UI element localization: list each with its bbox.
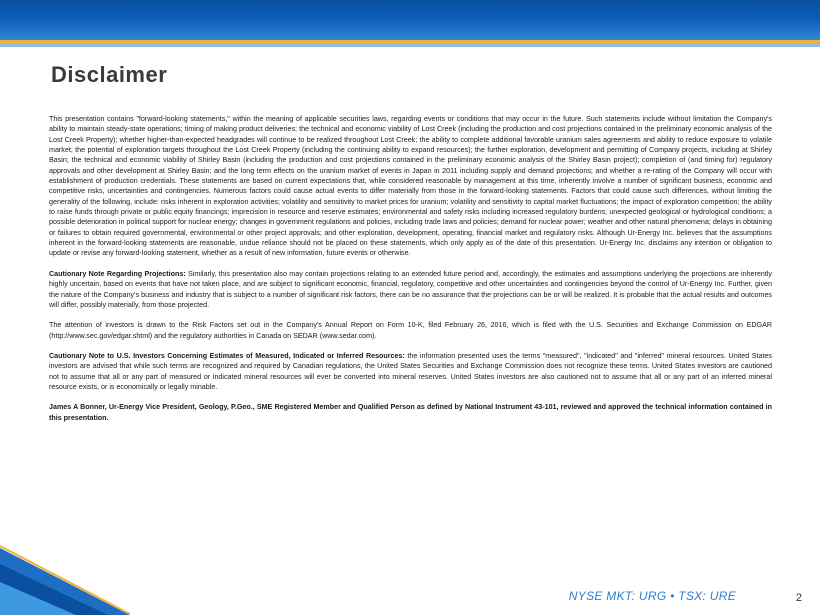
page-title: Disclaimer xyxy=(51,62,168,87)
header-band xyxy=(0,0,820,40)
paragraph-qualified-person: James A Bonner, Ur-Energy Vice President, Geology, P.Geo., SME Registered Member and Qualified Person as defined by National Instrument 43-101, reviewed and approved the technical information contained in this presentation. xyxy=(49,403,772,422)
page-number: 2 xyxy=(795,592,802,604)
ticker-footer: NYSE MKT: URG • TSX: URE xyxy=(568,589,736,603)
header-stripe-light xyxy=(0,44,820,47)
us-investors-body: the information presented uses the terms "measured", "indicated" and "inferred" mineral resources. United States investors are advised that while such terms are recognized and required by Canadian regulations, the United States Securities and Exchange Commission does not recognize these terms. United States investors are cautioned not to assume that all or any part of measured or indicated mineral resources will ever be converted into mineral reserves. United States investors are also cautioned not to assume that all or any part of an inferred mineral resource exists, or is economically or legally minable. xyxy=(49,351,773,391)
paragraph-us-investors xyxy=(49,351,772,392)
projections-body: Similarly, this presentation also may contain projections relating to an extended future period and, accordingly, the estimates and assumptions underlying the projections are inherently highly uncertain, based on events that have not taken place, and are subject to significant economic, financial, regulatory, competitive and other uncertainties and contingencies beyond the control of Ur-Energy Inc. Further, given the nature of the Company's business and industry that is subject to a number of significant risk factors, there can be no assurance that the projections can be or will be realized. It is probable that the actual results and outcomes will differ, possibly materially, from those projected. xyxy=(49,269,772,309)
disclaimer-body xyxy=(49,114,772,433)
us-investors-heading: Cautionary Note to U.S. Investors Concerning Estimates of Measured, Indicated or Inferred Resources: xyxy=(49,351,405,360)
paragraph-projections xyxy=(49,269,772,310)
corner-swoosh-decoration xyxy=(0,520,130,615)
paragraph-risk-factors: The attention of investors is drawn to the Risk Factors set out in the Company's Annual Report on Form 10-K, filed February 26, 2016, which is filed with the U.S. Securities and Exchange Commission on EDGAR (http://www.sec.gov/edgar.shtml) and the regulatory authorities in Canada on SEDAR (www.sedar.com). xyxy=(49,321,772,340)
paragraph-forward-looking: This presentation contains "forward-looking statements," within the meaning of applicable securities laws, regarding events or conditions that may occur in the future. Such statements include without limitation the Company's ability to maintain steady-state operations; timing of making product deliveries; the technical and economic viability of Lost Creek (including the production and cost projections contained in the preliminary economic analysis of the Lost Creek Property); whether higher-than-expected headgrades will continue to be realized throughout Lost Creek; the ability to complete additional favorable uranium sales agreements and ability to reduce exposure to volatile market; the potential of exploration targets throughout the Lost Creek Property (including the continuing ability to expand resources); the further exploration, development and permitting of Company projects, including at Shirley Basin; the technical and economic viability of Shirley Basin (including the production and cost projections contained in the preliminary economic analysis of the Shirley Basin project); completion of (and timing for) regulatory approvals and other development at Shirley Basin; and the long term effects on the uranium market of events in Japan in 2011 including supply and demand projections; and whether a re-rating of the Company will occur with establishment of production credentials. These statements are based on current expectations that, while considered reasonable by management at this time, inherently involve a number of significant business, economic and competitive risks, uncertainties and contingencies. Numerous factors could cause actual events to differ materially from those in the forward-looking statements. Factors that could cause such differences, without limiting the generality of the following, include: risks inherent in exploration activities; volatility and sensitivity to market prices for uranium; volatility and sensitivity to capital market fluctuations; the impact of exploration competition; the ability to raise funds through private or public equity financings; imprecision in resource and reserve estimates; environmental and safety risks including increased regulatory burdens; unexpected geological or hydrological conditions; a possible deterioration in political support for nuclear energy; changes in government regulations and policies, including trade laws and policies; demand for nuclear power; weather and other natural phenomena; delays in obtaining or failures to obtain required governmental, environmental or other project approvals; and other exploration, development, operating, financial market and regulatory risks. Although Ur-Energy Inc. believes that the assumptions inherent in the forward-looking statements are reasonable, undue reliance should not be placed on these statements, which only apply as of the date of this presentation. Ur-Energy Inc. disclaims any intention or obligation to update or revise any forward-looking statement, whether as a result of new information, future events or otherwise. xyxy=(49,115,772,258)
projections-heading: Cautionary Note Regarding Projections: xyxy=(49,269,186,278)
